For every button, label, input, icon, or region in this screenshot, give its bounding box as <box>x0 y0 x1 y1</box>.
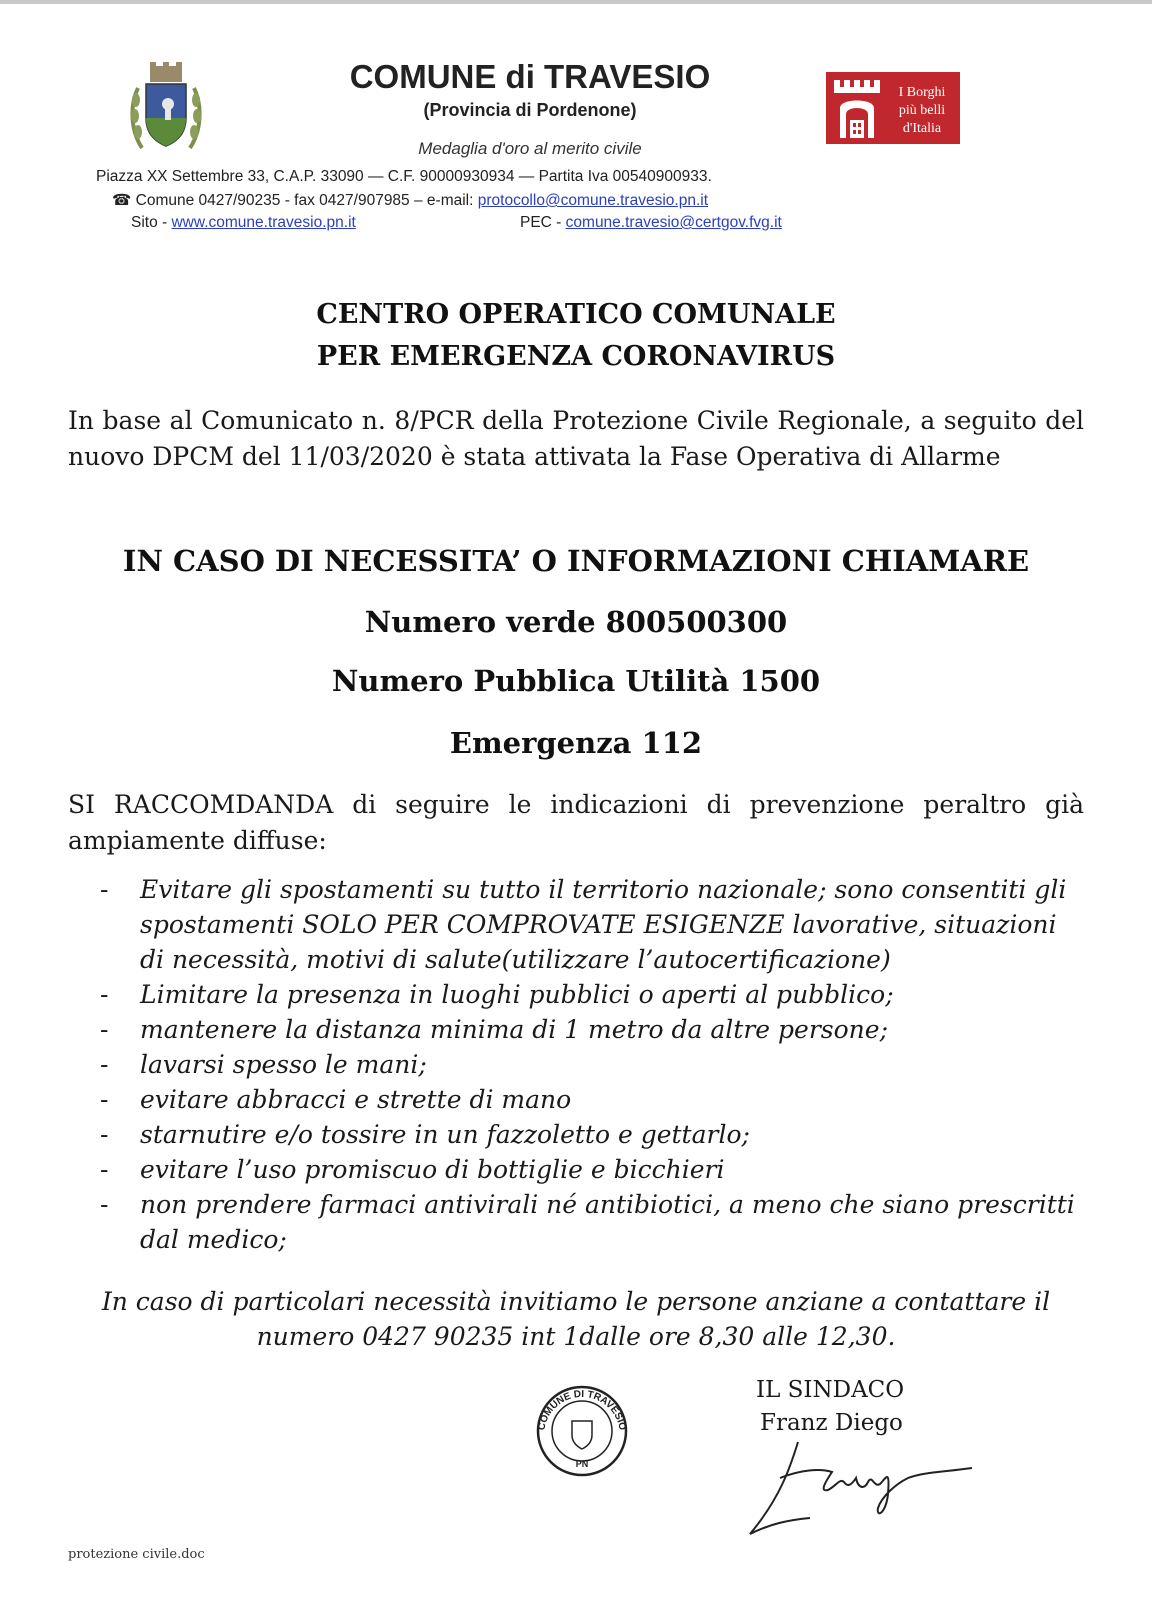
bullet-dash: - <box>100 1155 109 1184</box>
list-item-text: evitare l’uso promiscuo di bottiglie e bicchieri <box>140 1155 725 1184</box>
list-item <box>100 1012 1086 1047</box>
heading-line-1: CENTRO OPERATICO COMUNALE <box>316 299 836 330</box>
signature-role: IL SINDACO <box>756 1377 905 1403</box>
pec-line <box>520 214 782 232</box>
borghi-line-3: d'Italia <box>902 121 942 136</box>
bullet-dash: - <box>100 980 109 1009</box>
numero-pubblica-utilita: Numero Pubblica Utilità 1500 <box>331 664 821 698</box>
numero-verde: Numero verde 800500300 <box>364 605 788 639</box>
phone-icon: ☎ <box>112 192 132 209</box>
address-line: Piazza XX Settembre 33, C.A.P. 33090 — C.F. 90000930934 — Partita Iva 00540900933. <box>96 168 712 185</box>
bullet-dash: - <box>100 1015 109 1044</box>
list-item <box>100 1117 1086 1152</box>
signature-name: Franz Diego <box>760 1410 903 1436</box>
emergenza-number: Emergenza 112 <box>449 726 703 760</box>
recommend-paragraph: SI RACCOMDANDA di seguire le indicazioni di prevenzione peraltro già ampiamente diffuse: <box>68 790 1084 855</box>
province-label: (Provincia di Pordenone) <box>423 100 637 120</box>
list-item-text: Evitare gli spostamenti su tutto il territorio nazionale; sono consentiti gli spostamenti SOLO PER COMPROVATE ESIGENZE lavorative, situazioni di necessità, motivi di salute(utilizzare l’autocertificazione) <box>140 875 1067 974</box>
pec-prefix: PEC - <box>520 214 566 231</box>
borghi-line-1: I Borghi <box>898 85 946 100</box>
list-item-text: evitare abbracci e strette di mano <box>140 1085 572 1114</box>
contacts-line <box>112 191 708 210</box>
svg-text:COMUNE DI TRAVESIO <box>536 1389 628 1432</box>
list-item <box>100 1082 1086 1117</box>
bullet-dash: - <box>100 1085 109 1114</box>
town-title: COMUNE di TRAVESIO <box>349 58 711 95</box>
list-item <box>100 1152 1086 1187</box>
site-link[interactable]: www.comune.travesio.pn.it <box>171 214 356 231</box>
handwritten-signature <box>740 1438 980 1544</box>
pec-link[interactable]: comune.travesio@certgov.fvg.it <box>565 214 782 231</box>
bullet-dash: - <box>100 1190 109 1219</box>
site-line <box>131 214 356 232</box>
list-item <box>100 872 1086 977</box>
stamp-abbrev: PN <box>575 1459 589 1469</box>
list-item-text: starnutire e/o tossire in un fazzoletto e gettarlo; <box>140 1120 750 1149</box>
borghi-line-2: più belli <box>898 103 946 118</box>
list-item-text: Limitare la presenza in luoghi pubblici o aperti al pubblico; <box>140 980 894 1009</box>
site-prefix: Sito - <box>131 214 172 231</box>
closing-paragraph: In caso di particolari necessità invitiamo le persone anziane a contattare il numero 0427 90235 int 1dalle ore 8,30 alle 12,30. <box>101 1287 1051 1351</box>
footer-filename: protezione civile.doc <box>68 1547 205 1562</box>
medal-label: Medaglia d'oro al merito civile <box>418 139 642 158</box>
town-crest-icon <box>128 60 204 156</box>
email-link[interactable]: protocollo@comune.travesio.pn.it <box>477 192 709 209</box>
heading-line-2: PER EMERGENZA CORONAVIRUS <box>316 341 836 372</box>
municipal-stamp <box>534 1383 630 1479</box>
list-item <box>100 977 1086 1012</box>
contacts-text: Comune 0427/90235 - fax 0427/907985 – e-mail: <box>135 192 478 209</box>
call-heading: IN CASO DI NECESSITA’ O INFORMAZIONI CHIAMARE <box>122 544 1030 578</box>
list-item <box>100 1047 1086 1082</box>
list-item <box>100 1187 1086 1257</box>
list-item-text: mantenere la distanza minima di 1 metro da altre persone; <box>140 1015 888 1044</box>
bullet-dash: - <box>100 1120 109 1149</box>
bullet-dash: - <box>100 1050 109 1079</box>
bullet-dash: - <box>100 875 109 904</box>
top-border <box>0 0 1152 4</box>
list-item-text: non prendere farmaci antivirali né antibiotici, a meno che siano prescritti dal medico; <box>140 1190 1075 1254</box>
list-item-text: lavarsi spesso le mani; <box>140 1050 427 1079</box>
borghi-italia-logo <box>826 72 960 144</box>
intro-paragraph: In base al Comunicato n. 8/PCR della Protezione Civile Regionale, a seguito del nuovo DPCM del 11/03/2020 è stata attivata la Fase Operativa di Allarme <box>68 406 1084 471</box>
stamp-text: COMUNE DI TRAVESIO <box>536 1388 628 1432</box>
prevention-list <box>100 872 1086 1257</box>
